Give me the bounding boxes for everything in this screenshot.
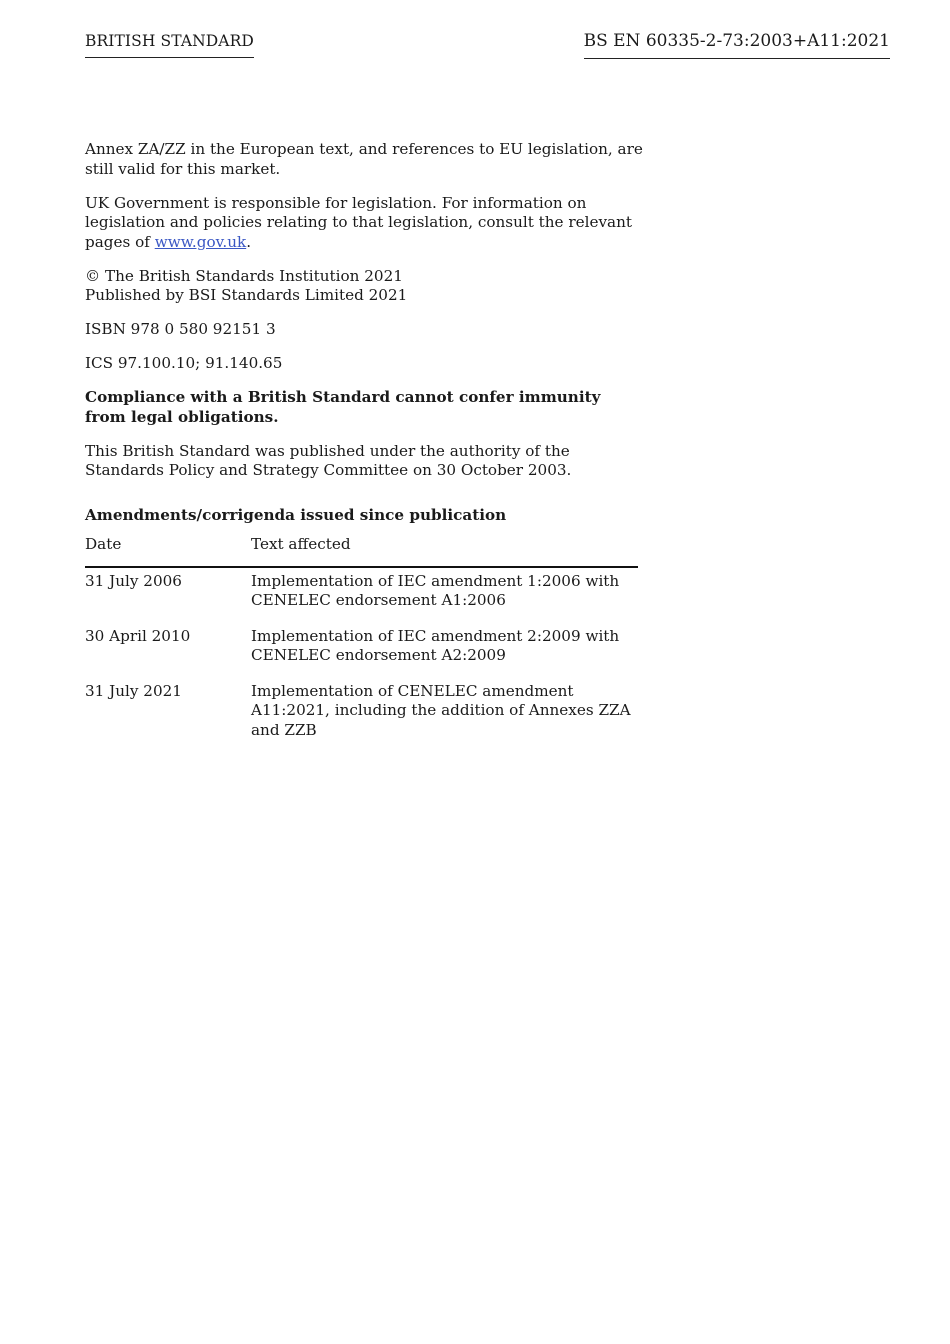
- amendments-title: Amendments/corrigenda issued since publication: [85, 505, 507, 524]
- amendment-text: Implementation of CENELEC amendment A11:2021, including the addition of Annexes ZZA and ZZB: [251, 681, 631, 739]
- gov-note-suffix: .: [246, 232, 252, 251]
- amendment-date: 31 July 2006: [85, 571, 182, 590]
- header-document-number: BS EN 60335-2-73:2003+A11:2021: [584, 31, 890, 59]
- document-body: [85, 140, 645, 756]
- amendment-date: 30 April 2010: [85, 626, 191, 645]
- compliance-statement: Compliance with a British Standard cannot confer immunity from legal obligations.: [85, 388, 601, 426]
- amendment-text: Implementation of IEC amendment 1:2006 with CENELEC endorsement A1:2006: [251, 571, 620, 609]
- amendments-table: [85, 535, 638, 756]
- ics-line: ICS 97.100.10; 91.140.65: [85, 354, 283, 372]
- published-line: Published by BSI Standards Limited 2021: [85, 286, 408, 304]
- gov-uk-link[interactable]: www.gov.uk: [154, 232, 247, 251]
- copyright-block: [85, 267, 645, 306]
- authority-statement: This British Standard was published under the authority of the Standards Policy and Strategy Committee on 30 October 2003.: [85, 441, 572, 479]
- gov-legislation-note: [85, 194, 645, 253]
- isbn-line: ISBN 978 0 580 92151 3: [85, 320, 276, 338]
- column-header-text-affected: Text affected: [251, 535, 638, 567]
- table-row: [85, 627, 638, 682]
- annex-note: Annex ZA/ZZ in the European text, and references to EU legislation, are still valid for this market.: [85, 140, 643, 178]
- copyright-line: © The British Standards Institution 2021: [85, 266, 403, 285]
- amendment-text: Implementation of IEC amendment 2:2009 with CENELEC endorsement A2:2009: [251, 626, 620, 664]
- column-header-date: Date: [85, 535, 251, 567]
- table-row: [85, 567, 638, 627]
- amendment-date: 31 July 2021: [85, 681, 182, 700]
- amendments-header-row: [85, 535, 638, 567]
- gov-note-text: UK Government is responsible for legislation. For information on legislation and policies relating to that legislation, consult the relevant pages of: [85, 193, 632, 251]
- header-left-title: BRITISH STANDARD: [85, 32, 254, 58]
- table-row: [85, 682, 638, 757]
